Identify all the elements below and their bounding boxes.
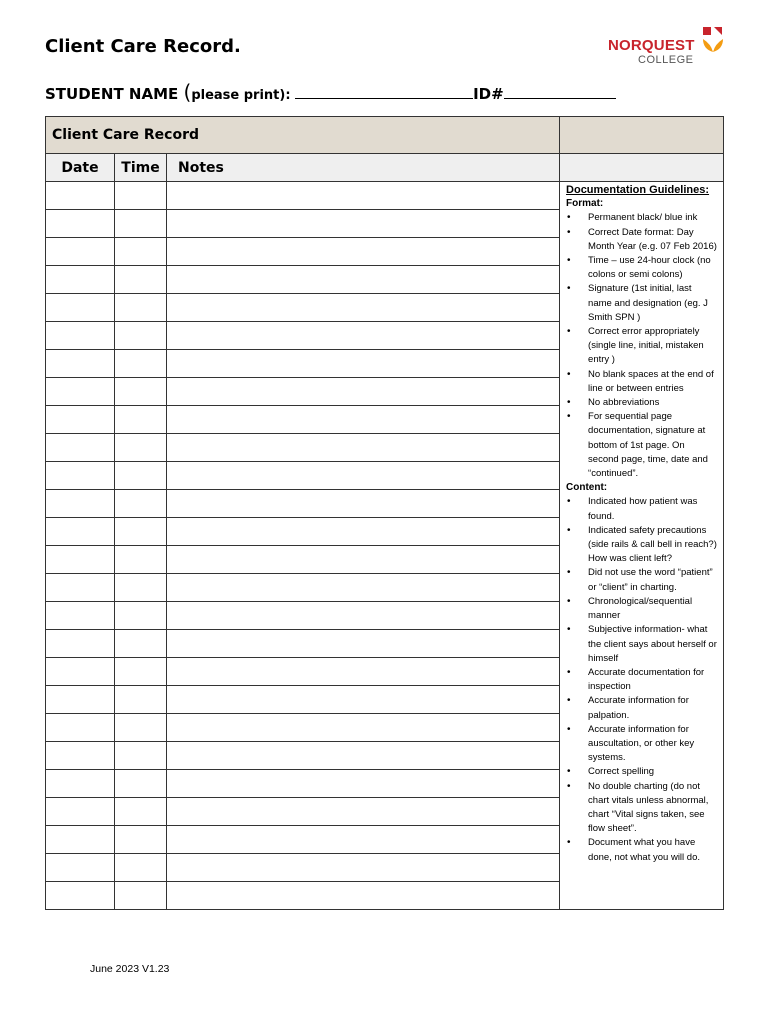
date-cell[interactable] bbox=[46, 238, 115, 266]
notes-cell[interactable] bbox=[167, 602, 560, 630]
notes-cell[interactable] bbox=[167, 770, 560, 798]
date-cell[interactable] bbox=[46, 182, 115, 210]
time-cell[interactable] bbox=[115, 322, 167, 350]
notes-cell[interactable] bbox=[167, 490, 560, 518]
content-item: • Indicated safety precautions (side rails & call bell in reach?) How was client left? bbox=[566, 524, 717, 567]
time-cell[interactable] bbox=[115, 602, 167, 630]
date-cell[interactable] bbox=[46, 518, 115, 546]
table-title-row bbox=[46, 117, 724, 154]
notes-cell[interactable] bbox=[167, 686, 560, 714]
content-item: • No double charting (do not chart vitals unless abnormal, chart “Vital signs taken, see flow sheet”. bbox=[566, 780, 717, 837]
notes-cell[interactable] bbox=[167, 350, 560, 378]
date-cell[interactable] bbox=[46, 266, 115, 294]
guidelines-heading: Documentation Guidelines: bbox=[566, 184, 710, 196]
date-cell[interactable] bbox=[46, 742, 115, 770]
time-cell[interactable] bbox=[115, 210, 167, 238]
version-footer: June 2023 V1.23 bbox=[90, 963, 170, 975]
notes-cell[interactable] bbox=[167, 182, 560, 210]
format-item: • Time – use 24-hour clock (no colons or semi colons) bbox=[566, 254, 717, 282]
date-cell[interactable] bbox=[46, 602, 115, 630]
format-label: Format: bbox=[566, 198, 604, 210]
time-cell[interactable] bbox=[115, 350, 167, 378]
norquest-logo bbox=[608, 26, 720, 70]
time-cell[interactable] bbox=[115, 462, 167, 490]
table-title-side-cell bbox=[560, 117, 724, 154]
time-cell[interactable] bbox=[115, 434, 167, 462]
format-item: • For sequential page documentation, signature at bottom of 1st page. On second page, time, date and “continued”. bbox=[566, 410, 717, 481]
date-cell[interactable] bbox=[46, 210, 115, 238]
time-cell[interactable] bbox=[115, 742, 167, 770]
time-cell[interactable] bbox=[115, 630, 167, 658]
table-body bbox=[46, 182, 724, 910]
guidelines-cell bbox=[560, 182, 724, 910]
time-cell[interactable] bbox=[115, 182, 167, 210]
notes-cell[interactable] bbox=[167, 462, 560, 490]
notes-cell[interactable] bbox=[167, 266, 560, 294]
content-item: • Correct spelling bbox=[566, 765, 717, 779]
notes-cell[interactable] bbox=[167, 238, 560, 266]
documentation-guidelines bbox=[566, 183, 717, 865]
date-cell[interactable] bbox=[46, 714, 115, 742]
client-care-table bbox=[45, 116, 724, 910]
student-name-line bbox=[45, 80, 616, 104]
notes-cell[interactable] bbox=[167, 406, 560, 434]
student-name-prompt: please print): bbox=[191, 88, 296, 103]
student-name-field[interactable] bbox=[295, 84, 473, 99]
date-cell[interactable] bbox=[46, 294, 115, 322]
content-item: • Accurate documentation for inspection bbox=[566, 666, 717, 694]
notes-cell[interactable] bbox=[167, 826, 560, 854]
table-row bbox=[46, 182, 724, 210]
time-cell[interactable] bbox=[115, 826, 167, 854]
content-item: • Accurate information for palpation. bbox=[566, 694, 717, 722]
content-item: • Document what you have done, not what you will do. bbox=[566, 836, 717, 864]
logo-subtitle: COLLEGE bbox=[638, 54, 694, 66]
date-cell[interactable] bbox=[46, 574, 115, 602]
time-cell[interactable] bbox=[115, 546, 167, 574]
content-item: • Chronological/sequential manner bbox=[566, 595, 717, 623]
date-cell[interactable] bbox=[46, 854, 115, 882]
notes-cell[interactable] bbox=[167, 798, 560, 826]
date-cell[interactable] bbox=[46, 770, 115, 798]
logo-wordmark: NORQUEST bbox=[608, 37, 695, 54]
notes-cell[interactable] bbox=[167, 854, 560, 882]
date-cell[interactable] bbox=[46, 630, 115, 658]
logo-emblem-icon bbox=[701, 26, 725, 54]
format-item: • Permanent black/ blue ink bbox=[566, 211, 717, 225]
time-cell[interactable] bbox=[115, 378, 167, 406]
notes-cell[interactable] bbox=[167, 630, 560, 658]
notes-cell[interactable] bbox=[167, 742, 560, 770]
date-cell[interactable] bbox=[46, 322, 115, 350]
time-cell[interactable] bbox=[115, 714, 167, 742]
notes-cell[interactable] bbox=[167, 518, 560, 546]
content-list bbox=[566, 495, 717, 864]
time-cell[interactable] bbox=[115, 574, 167, 602]
column-header-side bbox=[560, 154, 724, 182]
notes-cell[interactable] bbox=[167, 210, 560, 238]
id-label: ID# bbox=[473, 85, 504, 103]
date-cell[interactable] bbox=[46, 686, 115, 714]
time-cell[interactable] bbox=[115, 406, 167, 434]
format-item: • Correct error appropriately (single line, initial, mistaken entry ) bbox=[566, 325, 717, 368]
content-item: • Indicated how patient was found. bbox=[566, 495, 717, 523]
date-cell[interactable] bbox=[46, 882, 115, 910]
notes-cell[interactable] bbox=[167, 714, 560, 742]
format-item: • Signature (1st initial, last name and designation (eg. J Smith SPN ) bbox=[566, 282, 717, 325]
date-cell[interactable] bbox=[46, 798, 115, 826]
format-item: • Correct Date format: Day Month Year (e.g. 07 Feb 2016) bbox=[566, 226, 717, 254]
content-item: • Accurate information for auscultation, or other key systems. bbox=[566, 723, 717, 766]
time-cell[interactable] bbox=[115, 518, 167, 546]
content-item: • Did not use the word “patient” or “client” in charting. bbox=[566, 566, 717, 594]
date-cell[interactable] bbox=[46, 826, 115, 854]
content-label: Content: bbox=[566, 482, 608, 494]
notes-cell[interactable] bbox=[167, 658, 560, 686]
date-cell[interactable] bbox=[46, 462, 115, 490]
time-cell[interactable] bbox=[115, 658, 167, 686]
date-cell[interactable] bbox=[46, 490, 115, 518]
notes-cell[interactable] bbox=[167, 546, 560, 574]
column-header-notes: Notes bbox=[167, 154, 560, 182]
time-cell[interactable] bbox=[115, 294, 167, 322]
time-cell[interactable] bbox=[115, 770, 167, 798]
time-cell[interactable] bbox=[115, 882, 167, 910]
date-cell[interactable] bbox=[46, 406, 115, 434]
date-cell[interactable] bbox=[46, 350, 115, 378]
time-cell[interactable] bbox=[115, 266, 167, 294]
notes-cell[interactable] bbox=[167, 574, 560, 602]
id-field[interactable] bbox=[504, 84, 616, 99]
content-item: • Subjective information- what the client says about herself or himself bbox=[566, 623, 717, 666]
time-cell[interactable] bbox=[115, 238, 167, 266]
format-item: • No abbreviations bbox=[566, 396, 717, 410]
date-cell[interactable] bbox=[46, 546, 115, 574]
time-cell[interactable] bbox=[115, 490, 167, 518]
table-section-title: Client Care Record bbox=[46, 117, 560, 154]
table-header-row bbox=[46, 154, 724, 182]
notes-cell[interactable] bbox=[167, 434, 560, 462]
student-name-label: STUDENT NAME bbox=[45, 85, 179, 103]
notes-cell[interactable] bbox=[167, 378, 560, 406]
time-cell[interactable] bbox=[115, 686, 167, 714]
time-cell[interactable] bbox=[115, 854, 167, 882]
document-title: Client Care Record. bbox=[45, 36, 241, 57]
time-cell[interactable] bbox=[115, 798, 167, 826]
notes-cell[interactable] bbox=[167, 322, 560, 350]
format-list bbox=[566, 211, 717, 481]
format-item: • No blank spaces at the end of line or between entries bbox=[566, 368, 717, 396]
date-cell[interactable] bbox=[46, 658, 115, 686]
notes-cell[interactable] bbox=[167, 294, 560, 322]
notes-cell[interactable] bbox=[167, 882, 560, 910]
date-cell[interactable] bbox=[46, 434, 115, 462]
student-name-paren: ( bbox=[183, 80, 192, 104]
date-cell[interactable] bbox=[46, 378, 115, 406]
column-header-date: Date bbox=[46, 154, 115, 182]
column-header-time: Time bbox=[115, 154, 167, 182]
